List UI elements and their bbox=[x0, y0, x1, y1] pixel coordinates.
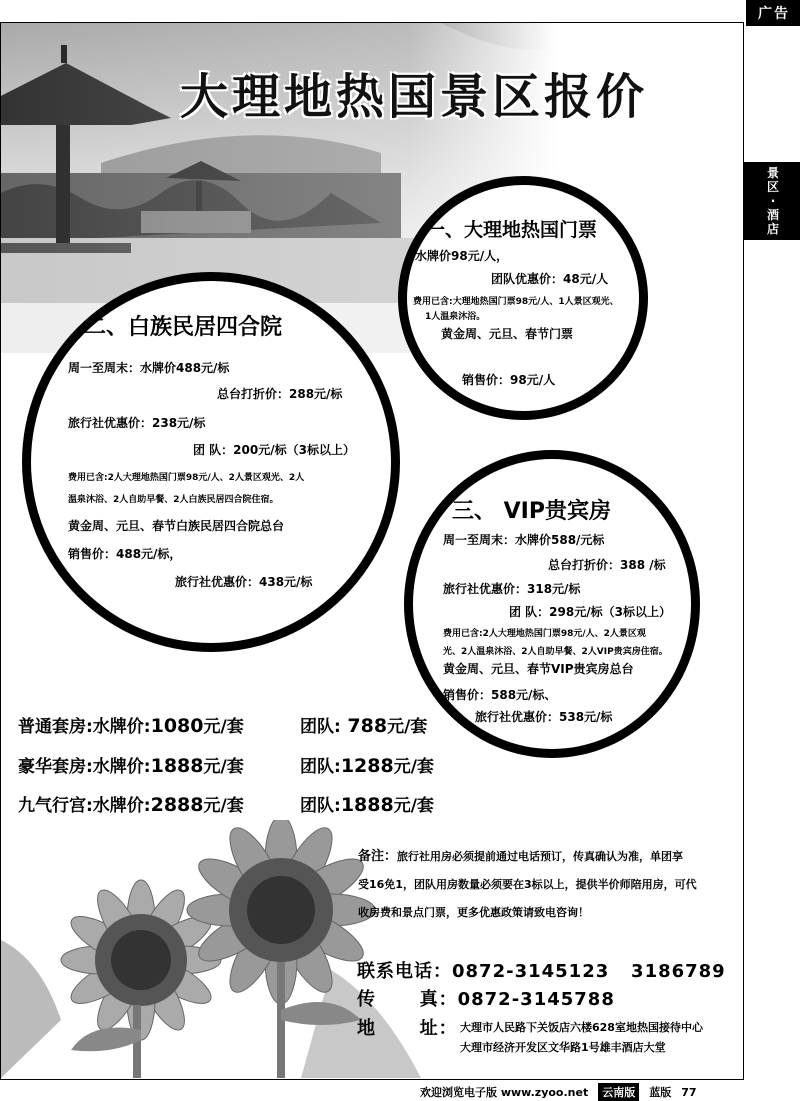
room-price: 2888 bbox=[150, 794, 204, 816]
section1-line: 黄金周、元旦、春节门票 bbox=[441, 327, 574, 341]
fax-value: 0872-3145788 bbox=[457, 989, 615, 1010]
group-label: 团队: bbox=[300, 796, 341, 816]
section3-line: 黄金周、元旦、春节VIP贵宾房总台 bbox=[443, 662, 634, 676]
page-title: 大理地热国景区报价 bbox=[180, 69, 649, 125]
group-unit: 元/套 bbox=[393, 757, 434, 777]
group-label: 团队: bbox=[300, 717, 341, 737]
section1-line: 水牌价98元/人， bbox=[415, 249, 509, 263]
ad-tag: 广告 bbox=[746, 0, 800, 26]
section3-line: 总台打折价：388 /标 bbox=[548, 558, 666, 572]
room-price: 1080 bbox=[150, 715, 204, 737]
contact-address-label bbox=[357, 1014, 458, 1040]
section3-line: 周一至周末：水牌价588/元标 bbox=[443, 533, 605, 547]
section3-line: 旅行社优惠价：318元/标 bbox=[443, 582, 581, 596]
section3-line: 销售价：588元/标、 bbox=[443, 688, 557, 702]
phone-value: 0872-3145123 3186789 bbox=[452, 961, 726, 982]
phone-label: 联系电话： bbox=[357, 961, 452, 982]
page-footer bbox=[420, 1083, 697, 1101]
section2-line: 周一至周末：水牌价488元/标 bbox=[68, 361, 230, 375]
group-price: 788 bbox=[340, 715, 388, 737]
contact-fax bbox=[357, 985, 615, 1011]
contact-phone bbox=[357, 957, 726, 983]
page-number: 77 bbox=[681, 1085, 697, 1099]
fax-label: 传 真： bbox=[357, 989, 458, 1010]
room-price: 1888 bbox=[150, 755, 204, 777]
group-unit: 元/套 bbox=[387, 717, 428, 737]
note-text: 收房费和景点门票，更多优惠政策请致电咨询！ bbox=[358, 906, 589, 919]
note-block bbox=[358, 843, 738, 927]
section3-line: 旅行社优惠价：538元/标 bbox=[475, 710, 613, 724]
side-tab-char: 店 bbox=[766, 222, 779, 236]
room-unit: 元/套 bbox=[203, 757, 244, 777]
room-group-price bbox=[300, 791, 434, 816]
room-name: 普通套房:水牌价: bbox=[18, 717, 151, 737]
group-price: 1288 bbox=[340, 755, 394, 777]
room-name: 九气行宫:水牌价: bbox=[18, 796, 151, 816]
room-group-price bbox=[300, 712, 427, 737]
address-line: 大理市人民路下关饭店六楼628室地热国接待中心 bbox=[460, 1021, 703, 1034]
room-name: 豪华套房:水牌价: bbox=[18, 757, 151, 777]
edition-badge: 云南版 bbox=[598, 1083, 639, 1101]
side-tab-char: · bbox=[770, 194, 776, 208]
address-line: 大理市经济开发区文华路1号雄丰酒店大堂 bbox=[460, 1041, 666, 1054]
section1-line: 费用已含:大理地热国门票98元/人、1人景区观光、 bbox=[413, 297, 619, 307]
group-unit: 元/套 bbox=[393, 796, 434, 816]
side-tab-char: 景 bbox=[766, 166, 779, 180]
section1-line: 1人温泉沐浴。 bbox=[425, 312, 486, 322]
section3-heading: 三、 VIP贵宾房 bbox=[452, 499, 611, 524]
group-price: 1888 bbox=[340, 794, 394, 816]
section1-heading: 一、大理地热国门票 bbox=[426, 219, 598, 241]
section2-line: 总台打折价：288元/标 bbox=[217, 387, 343, 401]
side-tab bbox=[744, 162, 800, 240]
group-label: 团队: bbox=[300, 757, 341, 777]
section2-line: 黄金周、元旦、春节白族民居四合院总台 bbox=[68, 519, 285, 533]
section2-line: 温泉沐浴、2人自助早餐、2人白族民居四合院住宿。 bbox=[68, 495, 279, 505]
section2-line: 旅行社优惠价：438元/标 bbox=[175, 575, 313, 589]
side-tab-char: 酒 bbox=[766, 208, 779, 222]
section2-line: 销售价：488元/标， bbox=[68, 547, 182, 561]
section1-line: 团队优惠价：48元/人 bbox=[491, 272, 609, 286]
section2-line: 费用已含:2人大理地热国门票98元/人、2人景区观光、2人 bbox=[68, 473, 305, 483]
note-label: 备注： bbox=[358, 849, 398, 864]
room-unit: 元/套 bbox=[203, 717, 244, 737]
footer-text: 欢迎浏览电子版 www.zyoo.net bbox=[420, 1086, 589, 1099]
color-edition: 蓝版 bbox=[649, 1086, 672, 1099]
section2-line: 旅行社优惠价：238元/标 bbox=[68, 416, 206, 430]
room-price-row bbox=[18, 791, 244, 816]
address-label: 地 址： bbox=[357, 1018, 458, 1039]
room-price-row bbox=[18, 712, 244, 737]
side-tab-char: 区 bbox=[766, 180, 779, 194]
note-text: 受16免1，团队用房数量必须要在3标以上，提供半价师陪用房，可代 bbox=[358, 878, 697, 891]
section3-line: 费用已含:2人大理地热国门票98元/人、2人景区观 bbox=[443, 629, 646, 639]
section3-line: 光、2人温泉沐浴、2人自助早餐、2人VIP贵宾房住宿。 bbox=[443, 647, 668, 657]
section2-line: 团 队：200元/标（3标以上） bbox=[193, 443, 355, 457]
room-group-price bbox=[300, 752, 434, 777]
room-price-row bbox=[18, 752, 244, 777]
section3-line: 团 队：298元/标（3标以上） bbox=[509, 605, 671, 619]
note-text: 旅行社用房必须提前通过电话预订，传真确认为准，单团享 bbox=[397, 850, 684, 863]
section2-heading: 二、白族民居四合院 bbox=[84, 315, 283, 340]
room-unit: 元/套 bbox=[203, 796, 244, 816]
section1-line: 销售价：98元/人 bbox=[462, 373, 556, 387]
